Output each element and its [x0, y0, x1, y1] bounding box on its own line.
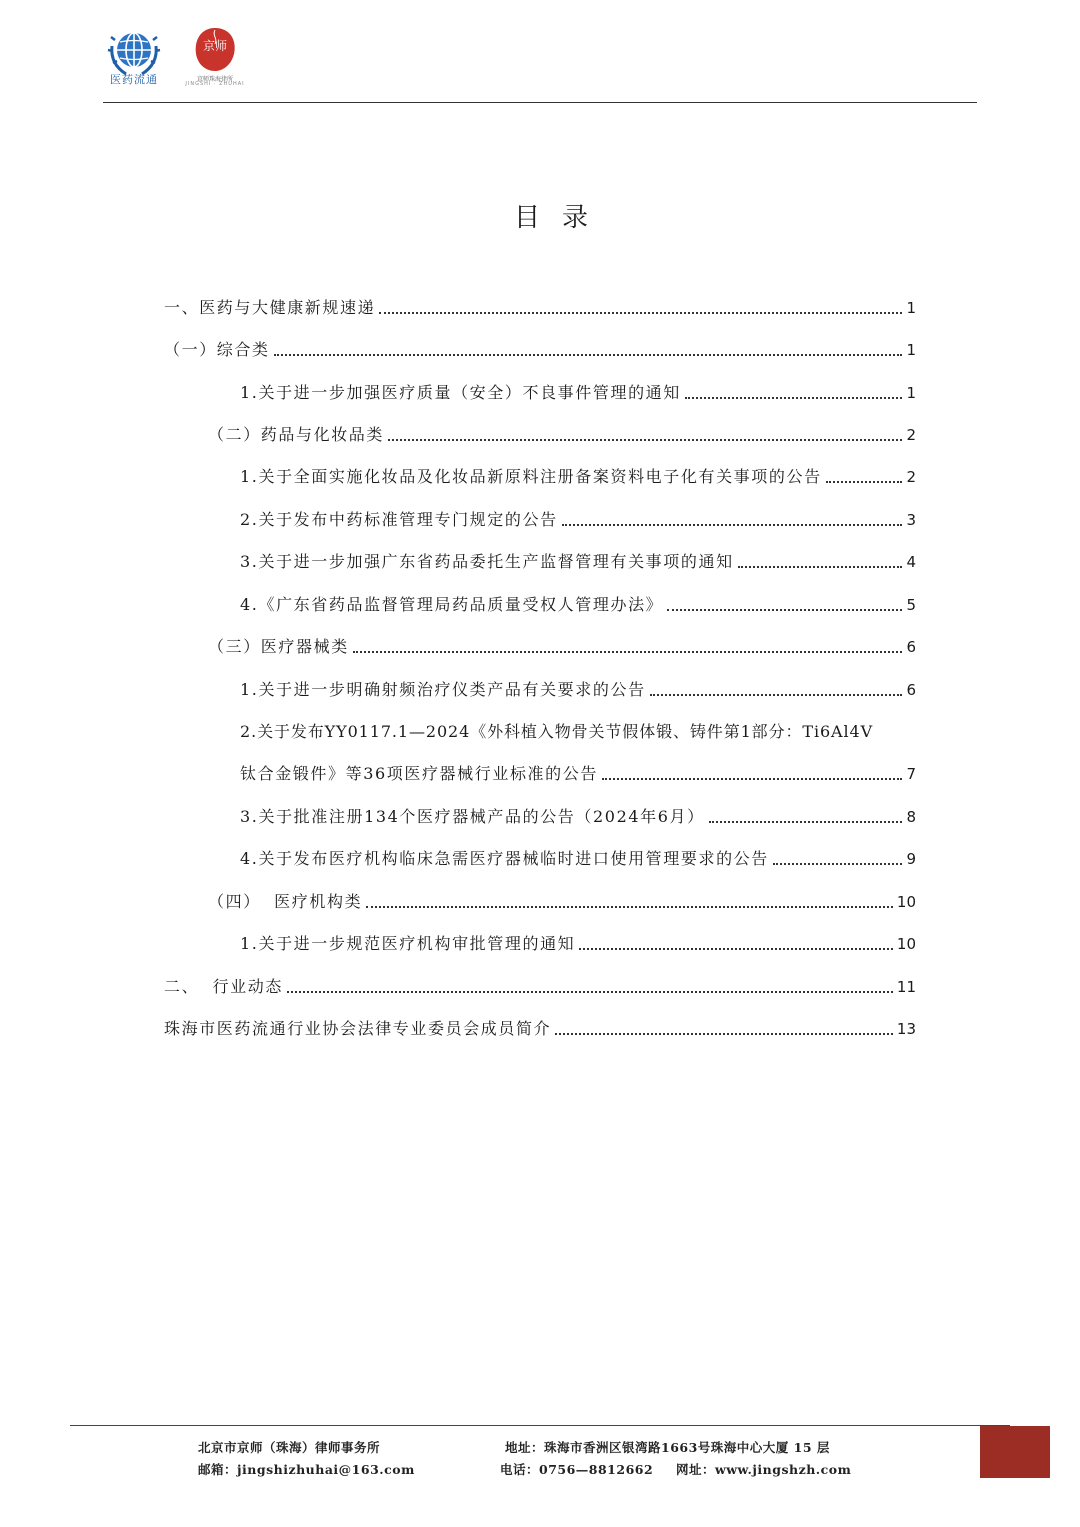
leader-dots: [562, 524, 903, 526]
toc-entry-page: 7: [906, 765, 916, 783]
leader-dots: [287, 991, 893, 993]
toc-entry[interactable]: [240, 845, 916, 873]
toc-entry-page: 6: [906, 638, 916, 656]
logo-right-caption: 京师珠海律所: [196, 76, 233, 83]
logo-left-caption: 医药流通: [110, 73, 158, 86]
page-title: 目录: [513, 203, 610, 233]
leader-dots: [555, 1033, 893, 1035]
toc-entry[interactable]: [240, 591, 916, 619]
footer-website[interactable]: 网址：www.jingshzh.com: [676, 1462, 852, 1477]
footer-firm-name: 北京市京师（珠海）律师事务所: [198, 1440, 381, 1455]
leader-dots: [826, 481, 903, 483]
toc-entry-page: 1: [906, 299, 916, 317]
toc-entry-page: 10: [896, 935, 916, 953]
toc-entry-title: 珠海市医药流通行业协会法律专业委员会成员简介: [164, 1019, 552, 1038]
toc-entry-title: 3.关于进一步加强广东省药品委托生产监督管理有关事项的通知: [240, 552, 734, 571]
header-divider: [103, 102, 977, 103]
toc-entry-title: 1.关于全面实施化妆品及化妆品新原料注册备案资料电子化有关事项的公告: [240, 467, 822, 486]
leader-dots: [388, 439, 902, 441]
toc-entry-title: 二、 行业动态: [164, 977, 283, 996]
toc-entry-page: 2: [906, 468, 916, 486]
leader-dots: [738, 566, 903, 568]
toc-entry[interactable]: [240, 379, 916, 407]
toc-entry-title: （二）药品与化妆品类: [208, 425, 385, 444]
leader-dots: [709, 821, 903, 823]
jingshi-seal-logo-icon: [190, 26, 240, 72]
leader-dots: [353, 651, 903, 653]
toc-entry-page: 11: [896, 978, 916, 996]
toc-entry[interactable]: [164, 973, 916, 1001]
toc-entry-title: 4.关于发布医疗机构临床急需医疗器械临时进口使用管理要求的公告: [240, 849, 769, 868]
toc-entry-page: 1: [906, 341, 916, 359]
toc-entry[interactable]: [240, 930, 916, 958]
toc-entry-title: 1.关于进一步规范医疗机构审批管理的通知: [240, 934, 576, 953]
toc-entry-page: 3: [906, 511, 916, 529]
toc-entry-page: 9: [906, 850, 916, 868]
footer-divider: [70, 1425, 1010, 1426]
leader-dots: [579, 948, 893, 950]
toc-entry-title: （三）医疗器械类: [208, 637, 349, 656]
toc-entry[interactable]: [208, 421, 916, 449]
toc-entry[interactable]: [240, 803, 916, 831]
toc-entry-title: 一、医药与大健康新规速递: [164, 298, 376, 317]
logo-right-caption-latin: JINGSHI · ZHUHAI: [185, 81, 245, 87]
footer-phone: 电话：0756—8812662: [500, 1462, 654, 1477]
toc-entry-page: 2: [906, 426, 916, 444]
toc-entry-page: 8: [906, 808, 916, 826]
toc-entry-title: （一）综合类: [164, 340, 270, 359]
toc-entry[interactable]: [240, 760, 916, 788]
toc-entry[interactable]: [164, 294, 916, 322]
leader-dots: [650, 694, 903, 696]
footer-accent-block: [980, 1426, 1050, 1478]
leader-dots: [667, 609, 902, 611]
toc-entry-title-continuation: 钛合金锻件》等36项医疗器械行业标准的公告: [240, 764, 598, 783]
toc-entry-page: 13: [896, 1020, 916, 1038]
footer-address: 地址：珠海市香洲区银湾路1663号珠海中心大厦 15 层: [505, 1440, 830, 1455]
toc-entry-page: 10: [896, 893, 916, 911]
footer-email[interactable]: 邮箱：jingshizhuhai@163.com: [198, 1462, 415, 1477]
leader-dots: [379, 312, 902, 314]
toc-entry[interactable]: [208, 633, 916, 661]
leader-dots: [274, 354, 903, 356]
leader-dots: [773, 863, 903, 865]
toc-entry-page: 6: [906, 681, 916, 699]
toc-entry[interactable]: [240, 463, 916, 491]
toc-entry-page: 5: [906, 596, 916, 614]
toc-entry-title[interactable]: 2.关于发布YY0117.1—2024《外科植入物骨关节假体锻、铸件第1部分：Ti6Al4V: [240, 722, 874, 741]
leader-dots: [602, 778, 902, 780]
seal-char-1: 京师: [202, 39, 228, 53]
leader-dots: [366, 906, 893, 908]
toc-entry-page: 4: [906, 553, 916, 571]
toc-entry-title: 3.关于批准注册134个医疗器械产品的公告（2024年6月）: [240, 807, 705, 826]
leader-dots: [685, 397, 903, 399]
toc-entry-title: 2.关于发布中药标准管理专门规定的公告: [240, 510, 558, 529]
toc-entry-title: 1.关于进一步明确射频治疗仪类产品有关要求的公告: [240, 680, 646, 699]
toc-entry-title: 4.《广东省药品监督管理局药品质量受权人管理办法》: [240, 595, 664, 614]
toc-entry-title: （四） 医疗机构类: [208, 892, 363, 911]
toc-entry[interactable]: [164, 1015, 916, 1043]
toc-entry[interactable]: [240, 506, 916, 534]
toc-entry[interactable]: [164, 336, 916, 364]
toc-entry-page: 1: [906, 384, 916, 402]
toc-entry[interactable]: [240, 548, 916, 576]
toc-entry[interactable]: [208, 888, 916, 916]
toc-entry[interactable]: [240, 676, 916, 704]
toc-entry-title: 1.关于进一步加强医疗质量（安全）不良事件管理的通知: [240, 383, 681, 402]
